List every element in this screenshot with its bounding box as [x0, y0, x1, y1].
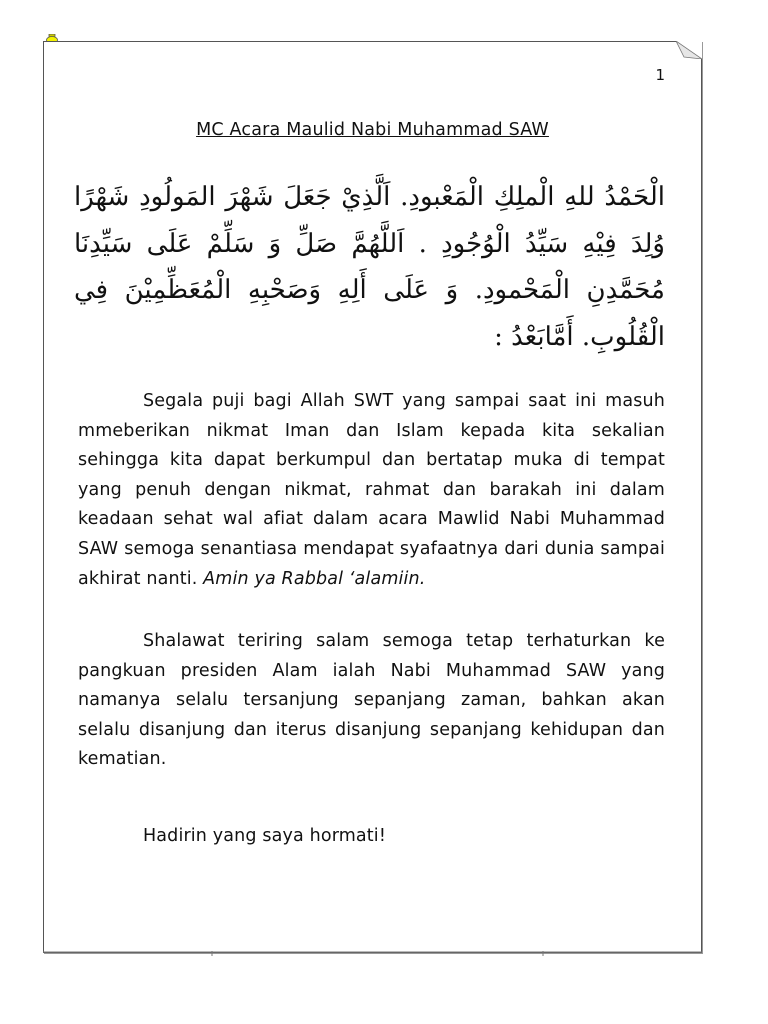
page-number: 1: [655, 66, 665, 84]
page-title: MC Acara Maulid Nabi Muhammad SAW: [196, 120, 549, 140]
paragraph-praise: [78, 387, 665, 594]
document-page: [43, 41, 702, 953]
greeting-text: Hadirin yang saya hormati!: [143, 826, 386, 846]
paragraph-praise-amin: Amin ya Rabbal ‘alamiin.: [203, 568, 426, 589]
arabic-opening-text: الْحَمْدُ للهِ الْملِكِ الْمَعْبودِ. اَلَّذِيْ جَعَلَ شَهْرَ المَولُودِ شَهْرًا وُلِدَ فِيْهِ سَيِّدُ الْوُجُودِ . اَللَّهُمَّ صَلِّ وَ سَلِّمْ عَلَى سَيِّدِنَا مُحَمَّدِنِ الْمَحْمودِ. وَ عَلَى أَلِهِ وَصَحْبِهِ الْمُعَظِّمِيْنَ فِي الْقُلُوبِ. أَمَّابَعْدُ :: [74, 182, 665, 352]
paragraph-praise-text: Segala puji bagi Allah SWT yang sampai saat ini masuh mmeberikan nikmat Iman dan Islam kepada kita sekalian sehingga kita dapat berkumpul dan bertatap muka di tempat yang penuh dengan nikmat, rahmat dan barakah ini dalam keadaan sehat wal afiat dalam acara Mawlid Nabi Muhammad SAW semoga senantiasa mendapat syafaatnya dari dunia sampai akhirat nanti.: [78, 391, 665, 589]
paragraph-shalawat: [78, 627, 665, 775]
paragraph-shalawat-text: Shalawat teriring salam semoga tetap terhaturkan ke pangkuan presiden Alam ialah Nabi Muhammad SAW yang namanya selalu tersanjung sepanjang zaman, bahkan akan selalu disanjung dan iterus disanjung sepanjang kehidupan dan kematian.: [78, 631, 665, 770]
page-curl-icon: [676, 41, 702, 59]
page-bottom-edge: [43, 951, 702, 957]
greeting-line: [78, 822, 665, 852]
